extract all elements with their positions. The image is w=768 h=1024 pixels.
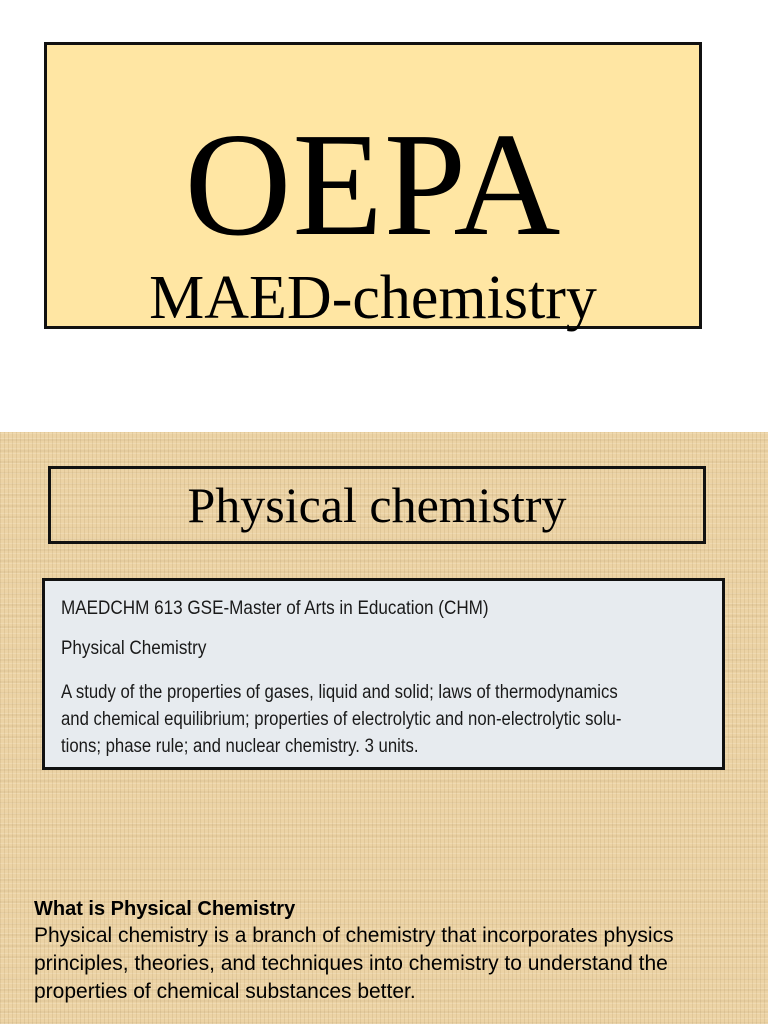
title-box xyxy=(44,42,702,332)
definition-section xyxy=(34,896,734,1006)
title-slide xyxy=(0,0,768,432)
slide-subtitle: MAED-chemistry xyxy=(149,264,597,332)
course-title: Physical Chemistry xyxy=(61,638,207,659)
course-description-line: A study of the properties of gases, liquid and solid; laws of thermodynamics xyxy=(61,682,618,703)
section-title-box xyxy=(48,466,706,544)
content-slide xyxy=(0,432,768,1024)
definition-heading: What is Physical Chemistry xyxy=(34,898,296,920)
course-code-line: MAEDCHM 613 GSE-Master of Arts in Education (CHM) xyxy=(61,598,489,619)
course-description-line: tions; phase rule; and nuclear chemistry. 3 units. xyxy=(61,736,419,757)
course-description-line: and chemical equilibrium; properties of electrolytic and non-electrolytic solu- xyxy=(61,709,622,730)
slide-title: OEPA xyxy=(184,103,562,267)
section-title: Physical chemistry xyxy=(187,477,567,533)
definition-text: Physical chemistry is a branch of chemistry that incorporates physics principles, theories, and techniques into chemistry to understand the properties of chemical substances better. xyxy=(34,924,674,1003)
course-catalog-excerpt xyxy=(42,578,725,770)
